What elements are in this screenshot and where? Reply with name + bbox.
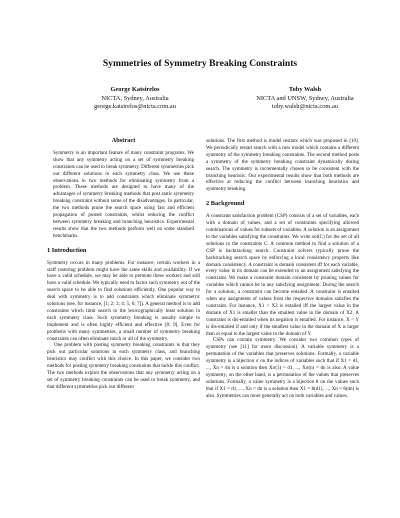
right-column [206, 138, 359, 400]
section-heading-background: 2 Background [206, 200, 245, 208]
author-name: Toby Walsh [288, 86, 322, 93]
paragraph: One problem with posting symmetry breaking constraints is that they pick out particular solutions in each symmetry class, and branching heuristics may conflict with this choice. In this paper, we consider two methods for posting symmetry breaking constraints that tackle this conflict. The two methods exploit the observations that any symmetry acting on a set of symmetry breaking constraints can be used to break symmetry, and that different symmetries pick out different [47, 342, 200, 390]
paragraph: CSPs can contain symmetry. We consider two common types of symmetry (see [11] for more discussion). A variable symmetry is a permutation of the variables that preserves solutions. Formally, a variable symmetry is a bijection σ on the indices of variables such that if X1 = d1, ..., Xn = dn is a solution then Xσ(1) = d1, ..., Xσ(n) = dn is also. A value symmetry, on the other hand, is a permutation of the values that preserves solutions. Formally, a value symmetry is a bijection θ on the values such that if X1 = d1, ..., Xn = dn is a solution then X1 = θ(d1), ..., Xn = θ(dn) is also. Symmetries can more generally act on both variables and values. [206, 337, 359, 399]
paragraph: solutions. The first method is model restarts which was proposed in [10]. We periodically restart search with a new model which contains a different symmetry of the symmetry breaking constraints. The second method posts a symmetry of the symmetry breaking constraint dynamically during search. The symmetry is incrementally chosen to be consistent with the branching heuristic. Our experimental results show that both methods are effective at reducing the conflict between branching heuristics and symmetry breaking. [206, 138, 359, 193]
author-email: george.katsirelos@nicta.com.au [94, 103, 176, 111]
left-column [47, 138, 200, 391]
paragraph: Symmetry occurs in many problems. For instance, certain workers in a staff rostering problem might have the same skills and availability. If we have a valid schedule, we may be able to permute these workers and still have a valid schedule. We typically need to factor such symmetry out of the search space to be able to find solutions efficiently. One popular way to deal with symmetry is to add constraints which eliminate symmetric solutions (see, for instance, [1; 2; 3; 4; 5; 6; 7]). A general method is to add constraints which limit search to the lexicographically least solution in each symmetry class. Such symmetry breaking is usually simple to implement and is often highly efficient and effective [8; 9]. Even for problems with many symmetries, a small number of symmetry breaking constraints can often eliminate much or all of the symmetry. [47, 259, 200, 342]
author-block-2 [235, 86, 375, 112]
author-affiliation: NICTA and UNSW, Sydney, Australia [256, 94, 354, 102]
abstract-heading: Abstract [111, 137, 136, 144]
author-name: George Katsirelos [110, 86, 160, 93]
author-block-1 [55, 86, 215, 112]
section-heading-introduction: 1 Introduction [47, 246, 87, 254]
abstract-text: Symmetry is an important feature of many constraint programs. We show that any symmetry acting on a set of symmetry breaking constraints can be used to break symmetry. Different symmetries pick out different solutions in each symmetry class. We use these observations in two methods for eliminating symmetry from a problem. These methods are designed to have many of the advantages of symmetry breaking methods that post static symmetry breaking constraint without some of the disadvantages. In particular, the two methods prune the search space using fast and efficient propagation of posted constraints, whilst reducing the conflict between symmetry breaking and branching heuristics. Experimental results show that the two methods perform well on some standard benchmarks. [53, 149, 194, 239]
author-email: toby.walsh@nicta.com.au [272, 103, 338, 111]
paper-title: Symmetries of Symmetry Breaking Constraints [102, 58, 298, 69]
author-affiliation: NICTA, Sydney, Australia [101, 94, 169, 102]
paragraph: A constraint satisfaction problem (CSP) consists of a set of variables, each with a domain of values, and a set of constraints specifying allowed combinations of values for subsets of variables. A solution is an assignment to the variables satisfying the constraints. We write sol(C) for the set of all solutions to the constraints C. A common method to find a solution of a CSP is backtracking search. Constraint solvers typically prune the backtracking search space by enforcing a local consistency property like domain consistency. A constraint is domain consistent iff for each variable, every value in its domain can be extended to an assignment satisfying the constraint. We make a constraint domain consistent by pruning values for variables which cannot be in any satisfying assignment. During the search for a solution, a constraint can become entailed. A constraint is entailed when any assignment of values from the respective domains satisfies the constraint. For instance, X1 < X2 is entailed iff the largest value in the domain of X1 is smaller than the smallest value in the domain of X2. A constraint is dis-entailed when its negation is entailed. For instance, X < Y is dis-entailed if and only if the smallest value in the domain of X is larger than or equal to the largest value in the domain of Y. [206, 213, 359, 337]
